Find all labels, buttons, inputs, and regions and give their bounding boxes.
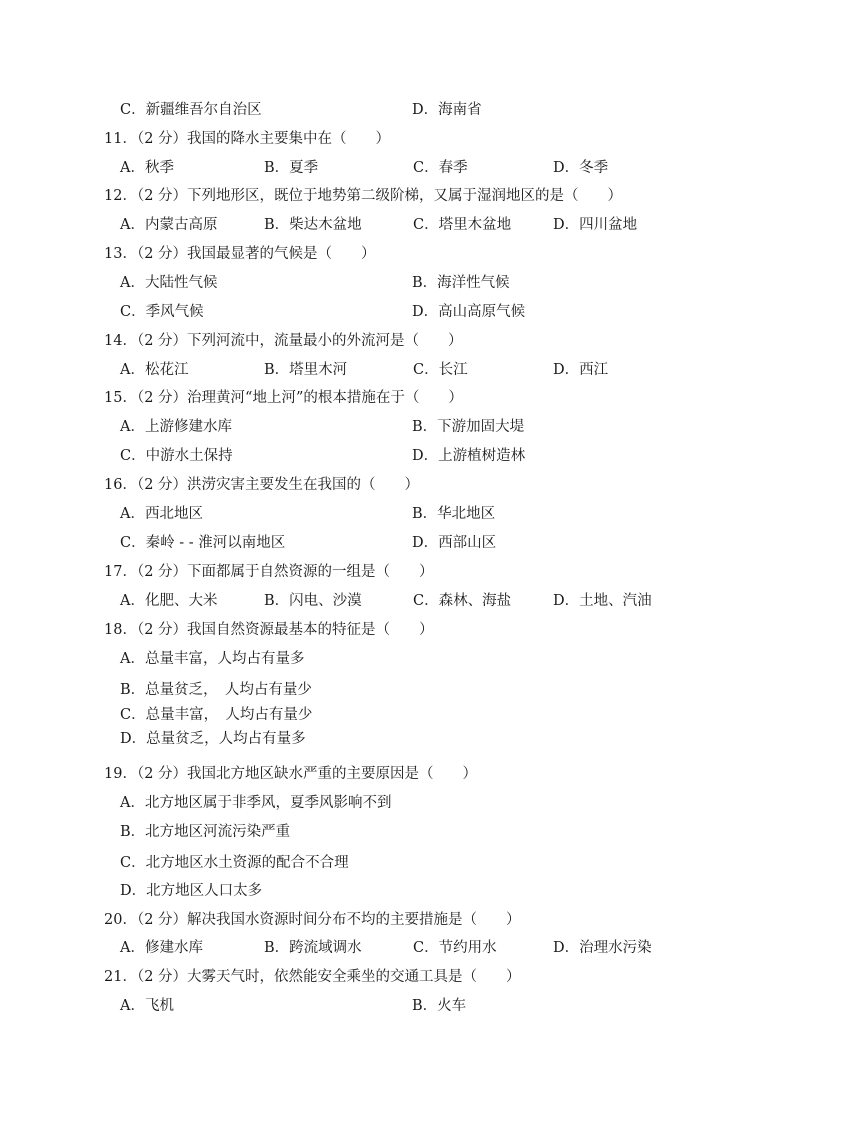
answer-option: A．上游修建水库 [120,419,232,435]
question-stem: 16．（2 分）洪涝灾害主要发生在我国的（ ） [104,477,420,493]
question-stem: 21．（2 分）大雾天气时，依然能安全乘坐的交通工具是（ ） [104,969,521,985]
answer-option: C．长江 [413,362,468,378]
answer-option: C．森林、海盐 [413,593,512,609]
answer-option: B．华北地区 [412,506,496,522]
answer-option: D．土地、汽油 [553,593,652,609]
answer-option: D．西江 [553,362,609,378]
question-stem: 17．（2 分）下面都属于自然资源的一组是（ ） [104,564,434,580]
answer-option: B．跨流域调水 [264,940,362,956]
answer-option: D．北方地区人口太多 [120,883,263,899]
answer-option: A．西北地区 [120,506,203,522]
answer-option: C．中游水土保持 [120,448,233,464]
answer-option: C．新疆维吾尔自治区 [120,102,262,118]
answer-option: B．柴达木盆地 [264,217,362,233]
answer-option: B．闪电、沙漠 [264,593,362,609]
answer-option: A．飞机 [120,998,174,1014]
answer-option: A．大陆性气候 [120,275,218,291]
answer-option: B．下游加固大堤 [412,419,525,435]
answer-option: A．松花江 [120,362,189,378]
answer-option: A．化肥、大米 [120,593,218,609]
answer-option: D．海南省 [412,102,482,118]
answer-option: A．修建水库 [120,940,203,956]
answer-option: A．北方地区属于非季风，夏季风影响不到 [120,795,392,811]
answer-option: A．秋季 [120,160,174,176]
answer-option: D．四川盆地 [553,217,638,233]
answer-option: C．秦岭 - - 淮河以南地区 [120,535,286,551]
answer-option: D．西部山区 [412,535,497,551]
question-stem: 20．（2 分）解决我国水资源时间分布不均的主要措施是（ ） [104,912,521,928]
answer-option: B．北方地区河流污染严重 [120,824,291,840]
answer-option: C．总量丰富， 人均占有量少 [120,707,313,723]
question-stem: 11．（2 分）我国的降水主要集中在（ ） [104,131,391,147]
question-stem: 19．（2 分）我国北方地区缺水严重的主要原因是（ ） [104,766,478,782]
answer-option: C．塔里木盆地 [413,217,512,233]
question-stem: 12．（2 分）下列地形区，既位于地势第二级阶梯，又属于湿润地区的是（ ） [104,188,623,204]
question-stem: 18．（2 分）我国自然资源最基本的特征是（ ） [104,622,434,638]
answer-option: A．内蒙古高原 [120,217,218,233]
answer-option: D．上游植树造林 [412,448,526,464]
answer-option: D．高山高原气候 [412,304,526,320]
answer-option: B．塔里木河 [264,362,348,378]
answer-option: B．海洋性气候 [412,275,510,291]
question-stem: 13．（2 分）我国最显著的气候是（ ） [104,246,376,262]
answer-option: D．冬季 [553,160,609,176]
answer-option: C．节约用水 [413,940,497,956]
answer-option: C．北方地区水土资源的配合不合理 [120,855,349,871]
answer-option: B．总量贫乏， 人均占有量少 [120,682,312,698]
answer-option: B．夏季 [264,160,319,176]
answer-option: D．总量贫乏，人均占有量多 [120,731,306,747]
answer-option: C．季风气候 [120,304,204,320]
answer-option: C．春季 [413,160,468,176]
question-stem: 15．（2 分）治理黄河“地上河”的根本措施在于（ ） [104,390,463,406]
answer-option: A．总量丰富，人均占有量多 [120,651,305,667]
question-stem: 14．（2 分）下列河流中，流量最小的外流河是（ ） [104,333,463,349]
answer-option: B．火车 [412,998,467,1014]
answer-option: D．治理水污染 [553,940,652,956]
